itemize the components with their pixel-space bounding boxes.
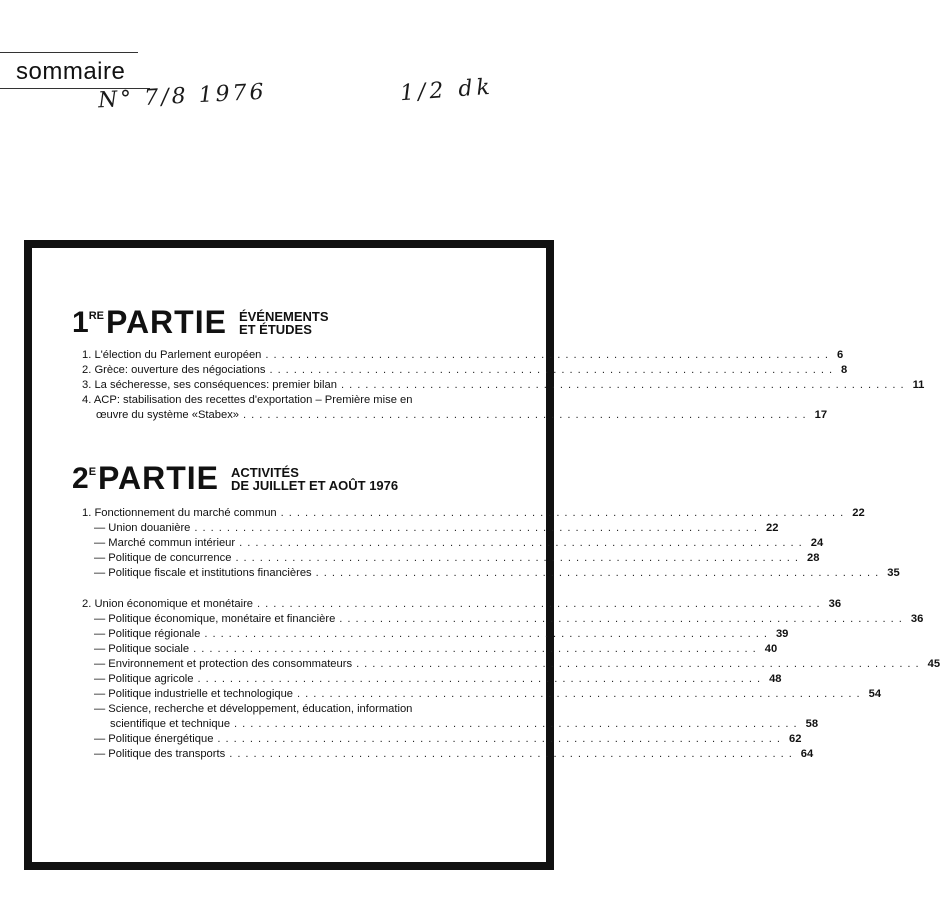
toc-entry [82, 657, 940, 672]
toc-entry [82, 627, 789, 642]
dot-leader: ...................................................................... [217, 733, 785, 745]
toc-entry-page: 35 [887, 567, 900, 579]
part-1-subtitle [239, 310, 329, 336]
dot-leader: ...................................................................... [194, 522, 762, 534]
toc-entry-page: 48 [769, 673, 782, 685]
part-2-number: 2 [72, 462, 89, 495]
toc-entry-title-line1: — Science, recherche et développement, éducation, information [94, 703, 413, 715]
dot-leader: ...................................................................... [339, 613, 907, 625]
toc-entry-page: 24 [810, 537, 824, 549]
part-1-word: PARTIE [105, 304, 227, 340]
dot-leader: ...................................................................... [257, 598, 825, 610]
toc-entry [82, 363, 848, 378]
toc-entry-page: 40 [764, 643, 778, 655]
part-2-subtitle-line1: ACTIVITÉS [231, 465, 299, 480]
section-gap [82, 581, 522, 597]
toc-entry [82, 536, 824, 551]
toc-entry-page: 54 [868, 688, 882, 700]
dot-leader: ...................................................................... [239, 537, 807, 549]
toc-entry-page: 58 [805, 718, 819, 730]
toc-entry [82, 566, 900, 581]
toc-entry [82, 687, 882, 702]
part-2-subtitle [231, 466, 398, 492]
toc-entry-title: 1. L'élection du Parlement européen [82, 349, 262, 361]
contents-frame [24, 240, 940, 870]
toc-section [82, 597, 842, 612]
toc-entry-page: 62 [789, 733, 802, 745]
toc-entry-page: 8 [841, 364, 848, 376]
toc-entry [82, 408, 828, 423]
dot-leader: ...................................................................... [243, 409, 811, 421]
toc-section-page: 36 [828, 598, 842, 610]
page-title: sommaire [16, 58, 126, 85]
toc-entry-page: 45 [927, 658, 940, 670]
toc-entry-page: 28 [807, 552, 820, 564]
toc-entry-title-line1: 4. ACP: stabilisation des recettes d'exportation – Première mise en [82, 394, 413, 406]
dot-leader: ...................................................................... [204, 628, 772, 640]
toc-entry [82, 672, 782, 687]
dot-leader: ...................................................................... [197, 673, 766, 685]
toc-entry-title: — Politique agricole [94, 672, 194, 687]
toc-entry-title: — Politique sociale [94, 642, 189, 657]
toc-entry-title: — Politique fiscale et institutions financières [94, 566, 312, 581]
part-2-superscript: E [88, 466, 97, 478]
toc-entry-title: 3. La sécheresse, ses conséquences: premier bilan [82, 379, 337, 391]
toc-entry [82, 378, 925, 393]
toc-entry-title: — Union douanière [94, 521, 190, 536]
handwritten-issue-number: N° 7/8 1976 [97, 79, 268, 114]
toc-section-page: 22 [852, 507, 865, 519]
part-2-word: PARTIE [98, 460, 219, 496]
dot-leader: ...................................................................... [234, 718, 802, 730]
toc-entry [82, 551, 820, 566]
toc-entry-page: 11 [912, 379, 925, 391]
dot-leader: ...................................................................... [315, 567, 884, 579]
part-1-toc [82, 348, 925, 423]
part-2-subtitle-line2: DE JUILLET ET AOÛT 1976 [231, 478, 399, 493]
dot-leader: ...................................................................... [265, 349, 833, 361]
toc-entry-page: 64 [800, 748, 814, 760]
dot-leader: ...................................................................... [229, 748, 797, 760]
handwritten-note: 1/2 dk [399, 74, 495, 107]
part-2-heading [72, 462, 398, 494]
part-1-heading [72, 306, 329, 338]
part-2-toc [82, 506, 940, 762]
toc-entry-title: — Politique économique, monétaire et financière [94, 612, 335, 627]
toc-entry-page: 36 [910, 613, 924, 625]
dot-leader: ...................................................................... [269, 364, 838, 376]
toc-entry [82, 612, 924, 627]
toc-entry-page: 39 [775, 628, 789, 640]
toc-section-title: 2. Union économique et monétaire [82, 598, 254, 610]
toc-entry [82, 521, 779, 536]
dot-leader: ...................................................................... [193, 643, 761, 655]
part-1-subtitle-line1: ÉVÉNEMENTS [238, 309, 329, 324]
toc-entry-title: — Politique de concurrence [94, 551, 231, 566]
toc-section-title: 1. Fonctionnement du marché commun [82, 507, 277, 519]
toc-entry [82, 642, 778, 657]
toc-entry-title: œuvre du système «Stabex» [96, 409, 240, 421]
dot-leader: ...................................................................... [340, 379, 909, 391]
toc-entry-title: scientifique et technique [110, 718, 231, 730]
toc-entry-title: — Politique industrielle et technologique [94, 687, 293, 702]
toc-entry-title: — Politique énergétique [94, 732, 213, 747]
toc-entry [82, 732, 802, 747]
toc-entry-title: 2. Grèce: ouverture des négociations [82, 364, 266, 376]
toc-entry [82, 717, 819, 732]
toc-entry-title-line1-text: Science, recherche et développement, éducation, information [108, 703, 413, 715]
dot-leader: ...................................................................... [235, 552, 804, 564]
toc-section [82, 506, 865, 521]
toc-entry-page: 22 [765, 522, 779, 534]
toc-entry-title: — Environnement et protection des consommateurs [94, 657, 352, 672]
toc-entry-title: — Marché commun intérieur [94, 536, 235, 551]
dot-leader: ...................................................................... [280, 507, 849, 519]
toc-entry [82, 747, 814, 762]
part-1-number: 1 [72, 306, 89, 339]
toc-entry-page: 17 [814, 409, 828, 421]
dot-leader: ...................................................................... [297, 688, 865, 700]
toc-entry [82, 348, 844, 363]
header-rule-top [0, 52, 138, 53]
part-1-superscript: RE [88, 310, 104, 322]
part-1-subtitle-line2: ET ÉTUDES [238, 322, 312, 337]
dot-leader: ...................................................................... [356, 658, 924, 670]
toc-entry-page: 6 [836, 349, 844, 361]
toc-entry-title: — Politique régionale [94, 627, 200, 642]
toc-entry-title: — Politique des transports [94, 747, 225, 762]
